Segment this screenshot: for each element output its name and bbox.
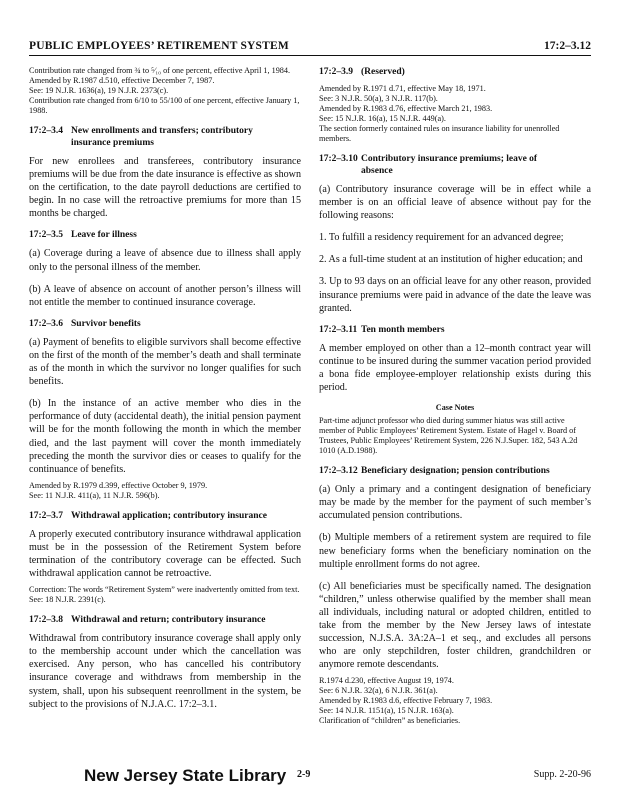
list-item: 2. As a full-time student at an institution of higher education; and — [319, 254, 583, 266]
section-17-2-3-4 — [29, 125, 301, 220]
case-notes-heading: Case Notes — [435, 403, 475, 413]
history-note: See: 11 N.J.R. 411(a), 11 N.J.R. 596(b). — [29, 490, 160, 500]
page-header — [29, 40, 591, 58]
paragraph-b: (b) In the instance of an active member who dies in the performance of duty (accidental death), the initial pension payment will be for the month following the month in which the member died, and the last payment will cover the month immediately preceding the month the survivor dies or ceases to qualify for the continuance of benefits. — [29, 398, 301, 475]
section-number: 17:2–3.10 — [319, 154, 358, 164]
list-item: 1. To fulfill a residency requirement for an advanced degree; — [319, 232, 564, 244]
paragraph-a: (a) Coverage during a leave of absence due to illness shall apply only to the personal illness of the member. — [29, 248, 301, 273]
section-17-2-3-8 — [29, 614, 301, 711]
section-title: Withdrawal and return; contributory insurance — [71, 615, 266, 626]
list-item: 3. Up to 93 days on an official leave for any other reason, provided insurance premiums were paid in advance of the date the leave was granted. — [319, 276, 591, 314]
history-note: See: 15 N.J.R. 16(a), 15 N.J.R. 449(a). — [319, 114, 446, 123]
section-number: 17:2–3.5 — [29, 230, 64, 241]
section-number: 17:2–3.11 — [319, 324, 358, 335]
history-note: See: 3 N.J.R. 50(a), 3 N.J.R. 117(b). — [319, 94, 438, 103]
section-number: 17:2–3.6 — [29, 318, 64, 329]
history-note: Contribution rate changed from 6/10 to 55/100 of one percent, effective January 1, 1988. — [29, 96, 300, 115]
paragraph-b: (b) Multiple members of a retirement system are required to file new beneficiary forms when the beneficiary nomination on the multiple enrollment forms do not agree. — [319, 532, 591, 570]
section-heading — [29, 229, 301, 241]
section-17-2-3-7 — [29, 510, 301, 605]
section-heading — [319, 153, 591, 177]
supplement-date: Supp. 2-20-96 — [533, 769, 591, 780]
paragraph: Withdrawal from contributory insurance coverage shall apply only to the membership account under which the cancellation was exercised. Any person, who has cancelled his contributory insurance coverage and withdraws from membership in the system, shall, upon his subsequent reenrollment in the system, be subject to the provisions of N.J.A.C. 17:2–3.1. — [29, 633, 301, 710]
section-number: 17:2–3.4 — [29, 126, 64, 136]
section-number: 17:2–3.7 — [29, 510, 64, 521]
section-17-2-3-12 — [319, 465, 591, 726]
section-title: Beneficiary designation; pension contributions — [361, 466, 550, 477]
history-note: See: 19 N.J.R. 1636(a), 19 N.J.R. 2373(c). — [29, 86, 169, 95]
history-note: Clarification of “children” as beneficiaries. — [319, 716, 461, 726]
paragraph-a: (a) Payment of benefits to eligible survivors shall become effective on the first of the month of the member’s death and shall terminate as of the month in which the survivor no longer qualifies for such benefits. — [29, 336, 301, 388]
page-number: 2-9 — [297, 769, 311, 780]
history-note: Amended by R.1979 d.399, effective October 9, 1979. — [29, 480, 208, 490]
section-17-2-3-11 — [319, 324, 591, 456]
history-note: Amended by R.1971 d.71, effective May 18, 1971. — [319, 84, 486, 93]
section-heading — [29, 125, 301, 149]
history-note: See: 14 N.J.R. 1151(a), 15 N.J.R. 163(a). — [319, 706, 454, 716]
paragraph-a: (a) Only a primary and a contingent designation of beneficiary may be made by the member for the payment of such member’s accumulated pension contributions. — [319, 484, 591, 522]
history-notes — [29, 66, 301, 116]
section-number: 17:2–3.9 — [319, 67, 354, 77]
section-number: 17:2–3.12 — [319, 466, 358, 477]
paragraph: For new enrollees and transferees, contributory insurance premiums will be due from the date insurance is effective as shown on the certification, to the date payroll deductions are certified to begin. In no case will the retroactive premiums for more than 15 months be charged. — [29, 156, 301, 220]
paragraph-a: (a) Contributory insurance coverage will be in effect while a member is on an official leave of absence without pay for the following reasons: — [319, 184, 591, 222]
section-17-2-3-10 — [319, 153, 591, 315]
section-heading — [319, 324, 591, 336]
history-note: Amended by R.1983 d.6, effective February 7, 1983. — [319, 696, 493, 706]
library-stamp: New Jersey State Library — [84, 766, 287, 785]
history-note: Amended by R.1987 d.510, effective December 7, 1987. — [29, 76, 215, 85]
section-title: Survivor benefits — [71, 318, 141, 329]
section-heading — [319, 66, 591, 78]
running-title: PUBLIC EMPLOYEES’ RETIREMENT SYSTEM — [29, 40, 289, 52]
section-heading — [29, 318, 301, 330]
section-heading — [29, 614, 301, 626]
header-rule — [29, 55, 591, 56]
case-note: Part-time adjunct professor who died during summer hiatus was still active member of Public Employees’ Retirement System. Estate of Hagel v. Board of Trustees, Public Employees’ Retirement System, 226 N.J.Super. 182, 543 A.2d 1010 (A.D.1988). — [319, 416, 578, 456]
section-range: 17:2–3.12 — [544, 40, 591, 52]
section-title: Withdrawal application; contributory insurance — [71, 510, 267, 521]
section-17-2-3-5 — [29, 229, 301, 308]
section-title: New enrollments and transfers; contributory — [71, 126, 253, 136]
history-note: The section formerly contained rules on insurance liability for unenrolled members. — [319, 124, 560, 143]
page-footer — [29, 766, 591, 790]
paragraph-b: (b) A leave of absence on account of another person’s illness will not entitle the member to continued insurance coverage. — [29, 283, 301, 308]
section-number: 17:2–3.8 — [29, 615, 64, 626]
section-title: Leave for illness — [71, 230, 137, 241]
history-note: R.1974 d.230, effective August 19, 1974. — [319, 676, 454, 686]
section-17-2-3-6 — [29, 318, 301, 501]
right-column — [319, 66, 591, 726]
section-title: (Reserved) — [361, 67, 405, 77]
section-title: Contributory insurance premiums; leave of — [361, 154, 538, 164]
history-note: See: 18 N.J.R. 2391(c). — [29, 595, 106, 605]
history-note: Correction: The words “Retirement System” were inadvertently omitted from text. — [29, 585, 300, 595]
section-title-cont: absence — [361, 166, 393, 176]
history-note: Contribution rate changed from ¾ to ⁵⁄₁₀ of one percent, effective April 1, 1984. — [29, 66, 291, 75]
history-note: Amended by R.1983 d.76, effective March 21, 1983. — [319, 104, 493, 113]
left-column — [29, 66, 301, 711]
section-heading — [319, 465, 591, 477]
section-heading — [29, 510, 301, 522]
paragraph-c: (c) All beneficiaries must be specifically named. The designation “children,” unless otherwise qualified by the member shall mean all individuals, including natural or adopted children, entitled to take from the member by the New Jersey laws of intestate succession, N.J.S.A. 3A:2A–1 et seq., and excludes all persons who are only stepchildren, foster children, grandchildren or anymore remote descendants. — [319, 580, 591, 671]
paragraph: A member employed on other than a 12–month contract year will continue to be insured during the summer vacation period provided a bona fide employee-employer relationship exists during this period. — [319, 342, 591, 394]
section-title-cont: insurance premiums — [71, 138, 154, 148]
section-title: Ten month members — [361, 324, 445, 335]
paragraph: A properly executed contributory insurance withdrawal application must be in the possession of the Retirement System before termination of the contributory coverage can be effected. Such withdrawal application cannot be retroactive. — [29, 528, 301, 580]
history-note: See: 6 N.J.R. 32(a), 6 N.J.R. 361(a). — [319, 686, 438, 696]
section-17-2-3-9 — [319, 66, 591, 144]
